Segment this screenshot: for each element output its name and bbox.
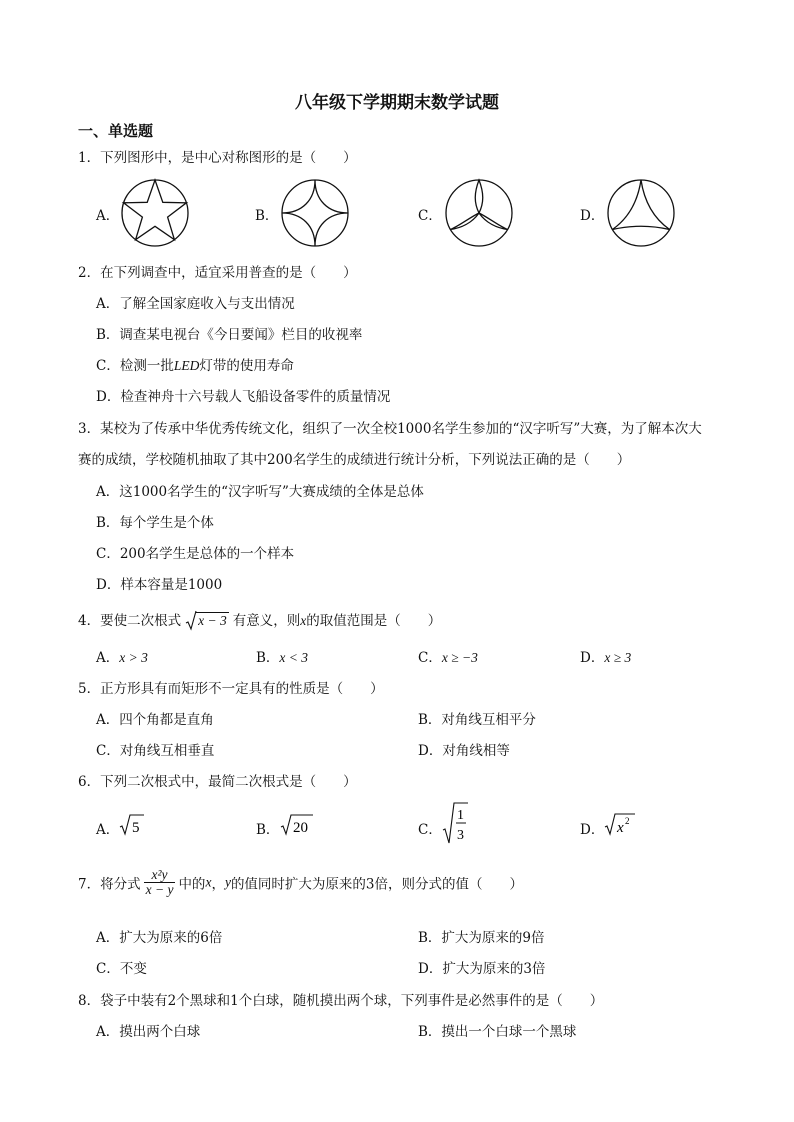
q3-option-d: D．样本容量是1000 [96, 577, 223, 593]
q8-option-b: B．摸出一个白球一个黑球 [418, 1024, 577, 1040]
q6-option-a-label: A． [96, 822, 120, 838]
svg-text:20: 20 [293, 820, 308, 836]
q2-option-c: C．检测一批LED灯带的使用寿命 [96, 358, 294, 374]
q7-option-a: A．扩大为原来的6倍 [96, 930, 223, 946]
question-5-stem: 5．正方形具有而矩形不一定具有的性质是（ ） [78, 681, 384, 697]
section-heading: 一、单选题 [78, 122, 154, 140]
q2-option-d: D．检查神舟十六号载人飞船设备零件的质量情况 [96, 389, 391, 405]
svg-text:2: 2 [625, 816, 630, 826]
q5-option-a: A．四个角都是直角 [96, 712, 214, 728]
q6-option-c-label: C． [418, 822, 442, 838]
q6-option-d-label: D． [580, 822, 605, 838]
question-4-stem: 4．要使二次根式 x − 3 有意义，则x的取值范围是（ ） [78, 609, 441, 629]
question-6-stem: 6．下列二次根式中，最简二次根式是（ ） [78, 774, 357, 790]
question-2-stem: 2．在下列调查中，适宜采用普查的是（ ） [78, 265, 357, 281]
svg-text:3: 3 [457, 828, 464, 843]
page-title: 八年级下学期期末数学试题 [295, 93, 499, 113]
question-1-stem: 1．下列图形中，是中心对称图形的是（ ） [78, 150, 357, 166]
svg-text:5: 5 [132, 820, 140, 836]
q4-option-c: C．x ≥ −3 [418, 650, 478, 666]
q1-option-c-label: C． [418, 208, 442, 224]
q4-sqrt-expression: x − 3 [185, 613, 229, 629]
q7-option-b: B．扩大为原来的9倍 [418, 930, 545, 946]
question-3-stem-line-2: 赛的成绩，学校随机抽取了其中200名学生的成绩进行统计分析，下列说法正确的是（ ） [78, 452, 631, 468]
question-7-stem: 7．将分式 $\frac{\text{x²y}}{x - y}$ 中的x，y的值同时扩大为原来的3倍，则分式的值（ ） [78, 867, 524, 898]
q1-option-b-label: B． [255, 208, 279, 224]
question-8-stem: 8．袋子中装有2个黑球和1个白球，随机摸出两个球，下列事件是必然事件的是（ ） [78, 993, 604, 1009]
q1-option-d-label: D． [580, 208, 605, 224]
q1-option-a-label: A． [96, 208, 120, 224]
q1-figure-a-star-in-circle [120, 178, 190, 248]
q7-option-d: D．扩大为原来的3倍 [418, 961, 546, 977]
q5-option-d: D．对角线相等 [418, 743, 510, 759]
question-3-stem-line-1: 3．某校为了传承中华优秀传统文化，组织了一次全校1000名学生参加的“汉字听写”大赛，为了解本次大 [78, 421, 702, 437]
q3-option-c: C．200名学生是总体的一个样本 [96, 546, 295, 562]
q3-option-a: A．这1000名学生的“汉字听写”大赛成绩的全体是总体 [96, 484, 424, 500]
q4-option-d: D．x ≥ 3 [580, 650, 632, 666]
svg-text:1: 1 [457, 808, 464, 823]
q5-option-b: B．对角线互相平分 [418, 712, 536, 728]
q6-option-c-sqrt-one-third [441, 800, 471, 846]
q6-option-d-sqrt-x-squared [603, 810, 637, 838]
q6-option-b-label: B． [256, 822, 280, 838]
q3-option-b: B．每个学生是个体 [96, 515, 214, 531]
q2-option-b: B．调查某电视台《今日要闻》栏目的收视率 [96, 327, 363, 343]
q1-figure-c-three-petals [444, 178, 514, 248]
q1-figure-b-astroid-in-circle [280, 178, 350, 248]
q4-option-b: B．x < 3 [256, 650, 309, 666]
q7-fraction: $\frac{\text{x²y}}{x - y}$ [145, 867, 174, 898]
q2-option-a: A．了解全国家庭收入与支出情况 [96, 296, 295, 312]
q7-option-c: C．不变 [96, 961, 147, 977]
q8-option-a: A．摸出两个白球 [96, 1024, 201, 1040]
q6-option-a-sqrt-5 [118, 812, 148, 838]
q6-option-b-sqrt-20 [279, 812, 315, 838]
radical-sign-icon [185, 610, 197, 632]
q5-option-c: C．对角线互相垂直 [96, 743, 215, 759]
q1-figure-d-curved-triangle [606, 178, 676, 248]
q4-option-a: A．x > 3 [96, 650, 148, 666]
svg-text:x: x [617, 820, 624, 836]
